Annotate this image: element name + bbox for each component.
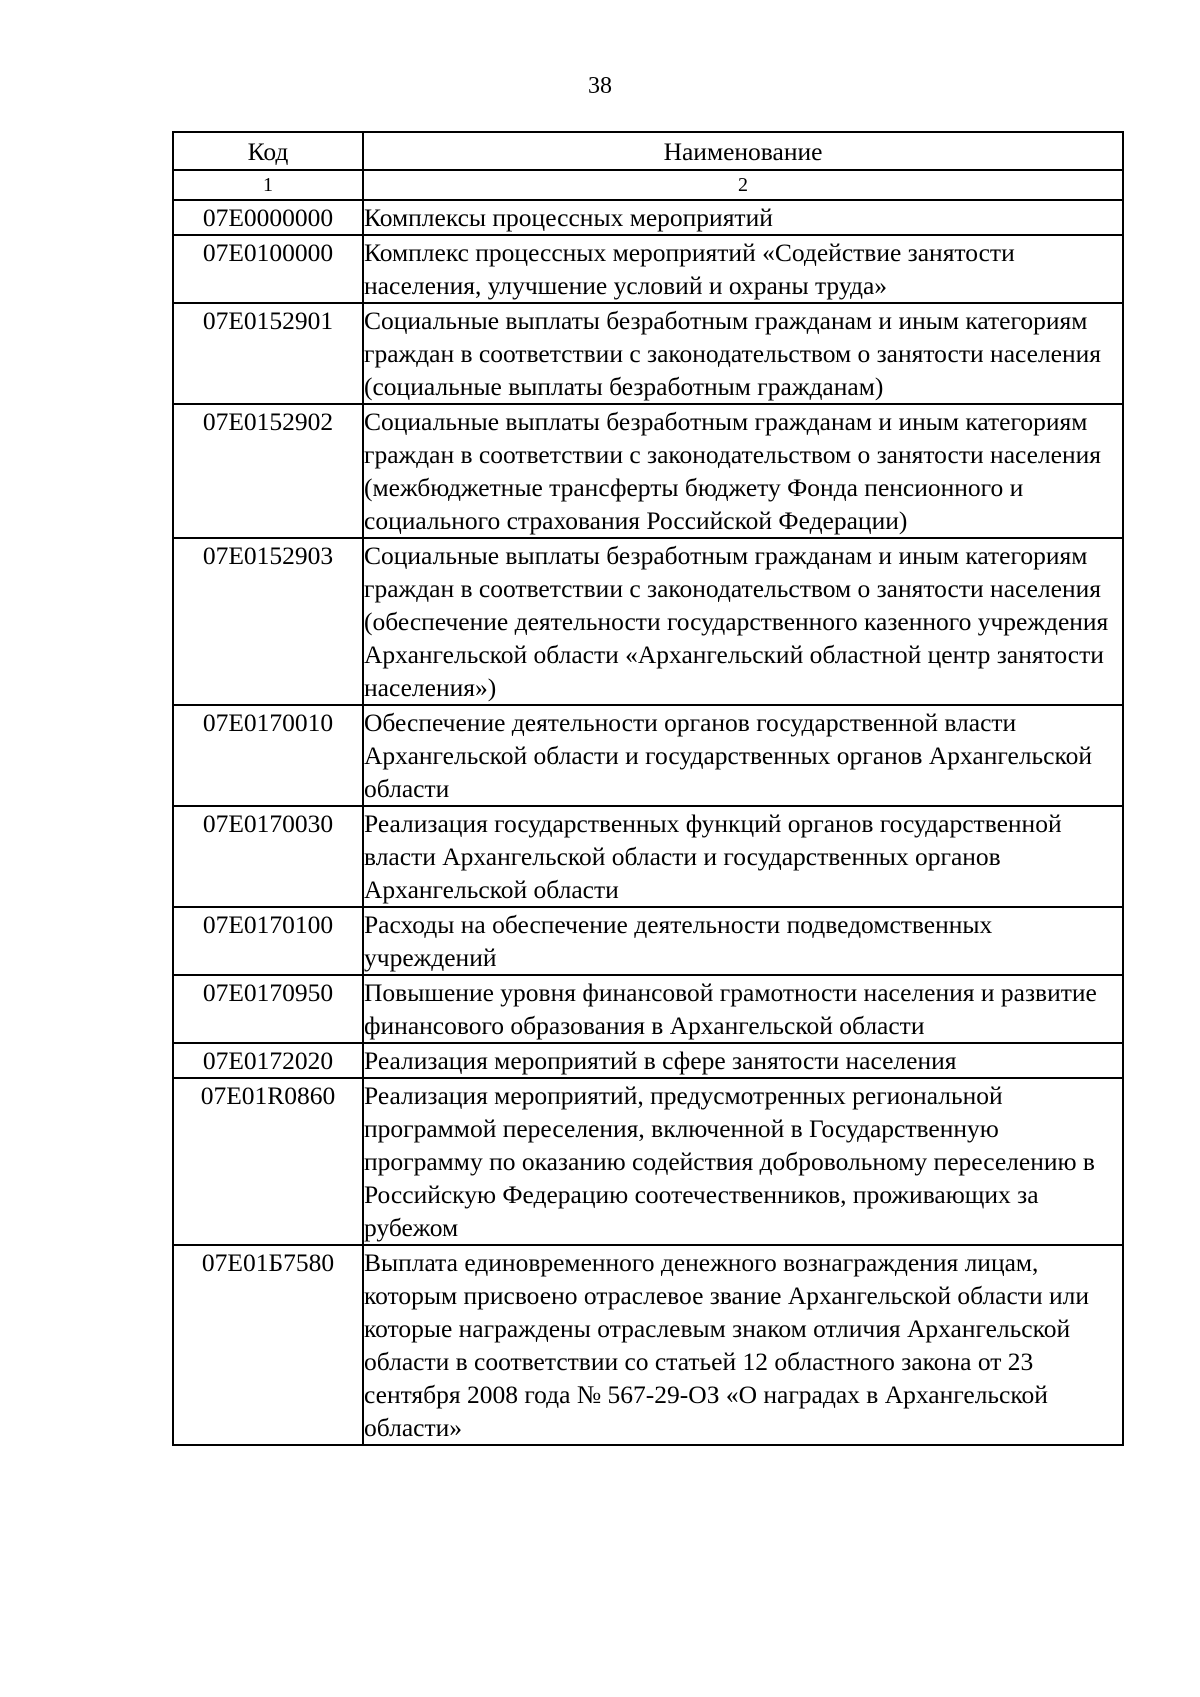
column-number-2: 2	[363, 170, 1123, 200]
page-number: 38	[588, 73, 612, 99]
row-code: 07Е0170100	[173, 907, 363, 975]
budget-codes-table	[172, 131, 1124, 1446]
table-row	[173, 404, 1123, 538]
table-row	[173, 1043, 1123, 1078]
row-name: Обеспечение деятельности органов государственной власти Архангельской области и государственных органов Архангельской области	[363, 705, 1123, 806]
table-row	[173, 1078, 1123, 1245]
row-code: 07Е0100000	[173, 235, 363, 303]
row-name: Комплекс процессных мероприятий «Содействие занятости населения, улучшение условий и охраны труда»	[363, 235, 1123, 303]
header-code: Код	[173, 132, 363, 170]
row-name: Повышение уровня финансовой грамотности населения и развитие финансового образования в Архангельской области	[363, 975, 1123, 1043]
row-name: Социальные выплаты безработным гражданам и иным категориям граждан в соответствии с законодательством о занятости населения (социальные выплаты безработным гражданам)	[363, 303, 1123, 404]
table-row	[173, 235, 1123, 303]
table-row	[173, 806, 1123, 907]
row-code: 07Е0172020	[173, 1043, 363, 1078]
table-row	[173, 303, 1123, 404]
table-row	[173, 538, 1123, 705]
row-name: Социальные выплаты безработным гражданам и иным категориям граждан в соответствии с законодательством о занятости населения (межбюджетные трансферты бюджету Фонда пенсионного и социального страхования Российской Федерации)	[363, 404, 1123, 538]
row-code: 07Е0170030	[173, 806, 363, 907]
row-name: Расходы на обеспечение деятельности подведомственных учреждений	[363, 907, 1123, 975]
row-name: Выплата единовременного денежного вознаграждения лицам, которым присвоено отраслевое звание Архангельской области или которые награждены отраслевым знаком отличия Архангельской области в соответствии со статьей 12 областного закона от 23 сентября 2008 года № 567-29-ОЗ «О наградах в Архангельской области»	[363, 1245, 1123, 1445]
row-name: Реализация государственных функций органов государственной власти Архангельской области и государственных органов Архангельской области	[363, 806, 1123, 907]
row-name: Социальные выплаты безработным гражданам и иным категориям граждан в соответствии с законодательством о занятости населения (обеспечение деятельности государственного казенного учреждения Архангельской области «Архангельский областной центр занятости населения»)	[363, 538, 1123, 705]
table-row	[173, 705, 1123, 806]
column-number-row	[173, 170, 1123, 200]
table-row	[173, 975, 1123, 1043]
table-row	[173, 1245, 1123, 1445]
header-row	[173, 132, 1123, 170]
row-code: 07Е0170010	[173, 705, 363, 806]
row-code: 07Е0152903	[173, 538, 363, 705]
table-row	[173, 907, 1123, 975]
row-code: 07Е0152901	[173, 303, 363, 404]
row-code: 07Е0152902	[173, 404, 363, 538]
row-name: Реализация мероприятий, предусмотренных региональной программой переселения, включенной в Государственную программу по оказанию содействия добровольному переселению в Российскую Федерацию соотечественников, проживающих за рубежом	[363, 1078, 1123, 1245]
column-number-1: 1	[173, 170, 363, 200]
row-name: Комплексы процессных мероприятий	[363, 200, 1123, 235]
table-row	[173, 200, 1123, 235]
row-code: 07Е01Б7580	[173, 1245, 363, 1445]
row-name: Реализация мероприятий в сфере занятости населения	[363, 1043, 1123, 1078]
row-code: 07Е0000000	[173, 200, 363, 235]
row-code: 07Е01R0860	[173, 1078, 363, 1245]
row-code: 07Е0170950	[173, 975, 363, 1043]
header-name: Наименование	[363, 132, 1123, 170]
